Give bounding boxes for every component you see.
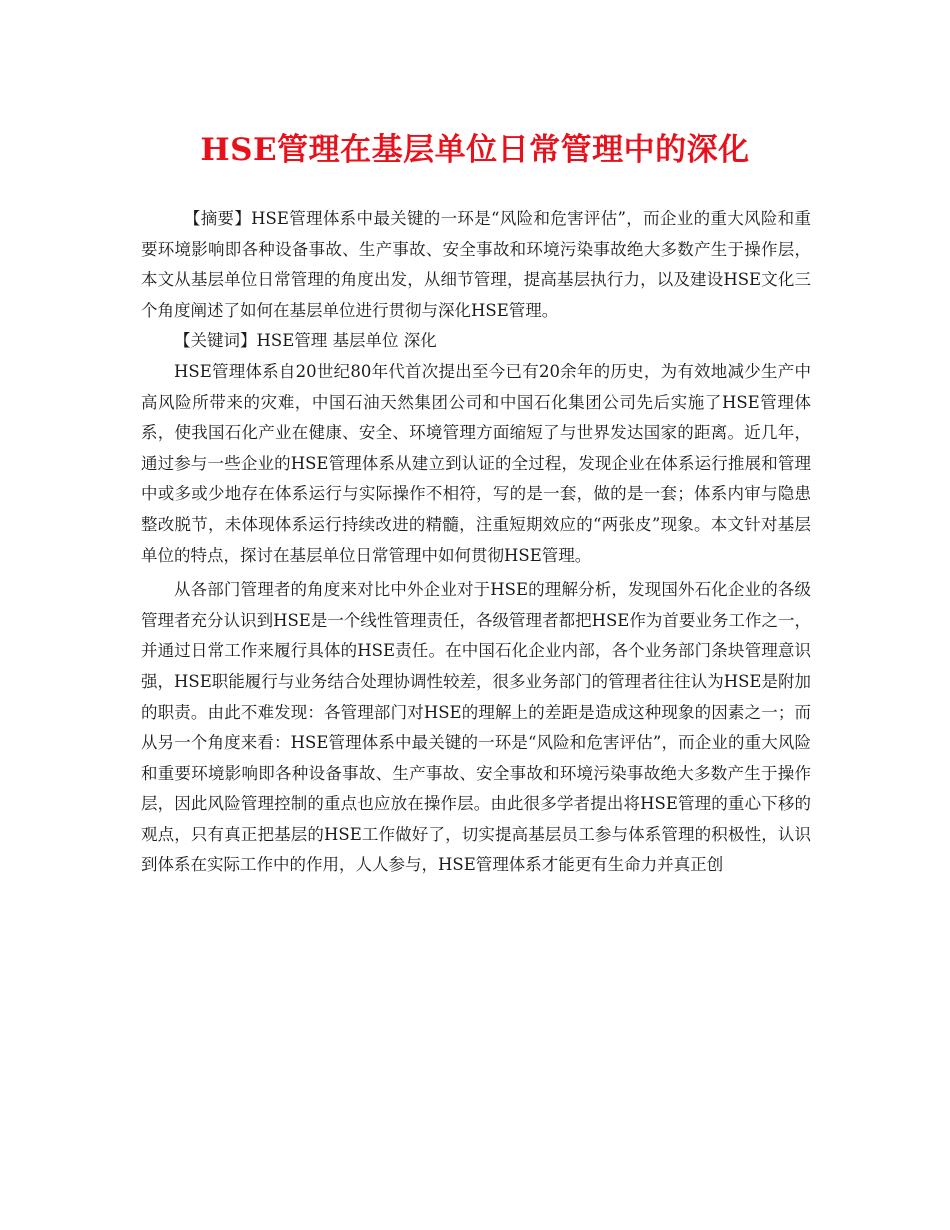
document-body <box>141 204 811 881</box>
body-paragraph-1: HSE管理体系自20世纪80年代首次提出至今已有20余年的历史，为有效地减少生产中高风险所带来的灾难，中国石油天然集团公司和中国石化集团公司先后实施了HSE管理体系，使我国石化产业在健康、安全、环境管理方面缩短了与世界发达国家的距离。近几年，通过参与一些企业的HSE管理体系从建立到认证的全过程，发现企业在体系运行推展和管理中或多或少地存在体系运行与实际操作不相符，写的是一套，做的是一套；体系内审与隐患整改脱节，未体现体系运行持续改进的精髓，注重短期效应的“两张皮”现象。本文针对基层单位的特点，探讨在基层单位日常管理中如何贯彻HSE管理。 <box>141 361 811 565</box>
body-paragraph-2: 从各部门管理者的角度来对比中外企业对于HSE的理解分析，发现国外石化企业的各级管理者充分认识到HSE是一个线性管理责任，各级管理者都把HSE作为首要业务工作之一，并通过日常工作来履行具体的HSE责任。在中国石化企业内部，各个业务部门条块管理意识强，HSE职能履行与业务结合处理协调性较差，很多业务部门的管理者往往认为HSE是附加的职责。由此不难发现：各管理部门对HSE的理解上的差距是造成这种现象的因素之一；而从另一个角度来看：HSE管理体系中最关键的一环是“风险和危害评估”，而企业的重大风险和重要环境影响即各种设备事故、生产事故、安全事故和环境污染事故绝大多数产生于操作层，因此风险管理控制的重点也应放在操作层。由此很多学者提出将HSE管理的重心下移的观点，只有真正把基层的HSE工作做好了，切实提高基层员工参与体系管理的积极性，认识到体系在实际工作中的作用，人人参与，HSE管理体系才能更有生命力并真正创 <box>141 580 811 875</box>
keywords-paragraph: 【关键词】HSE管理 基层单位 深化 <box>174 331 437 351</box>
abstract-paragraph: 【摘要】HSE管理体系中最关键的一环是“风险和危害评估”，而企业的重大风险和重要环境影响即各种设备事故、生产事故、安全事故和环境污染事故绝大多数产生于操作层，本文从基层单位日常管理的角度出发，从细节管理，提高基层执行力，以及建设HSE文化三个角度阐述了如何在基层单位进行贯彻与深化HSE管理。 <box>141 209 811 320</box>
document-title: HSE管理在基层单位日常管理中的深化 <box>200 132 750 168</box>
